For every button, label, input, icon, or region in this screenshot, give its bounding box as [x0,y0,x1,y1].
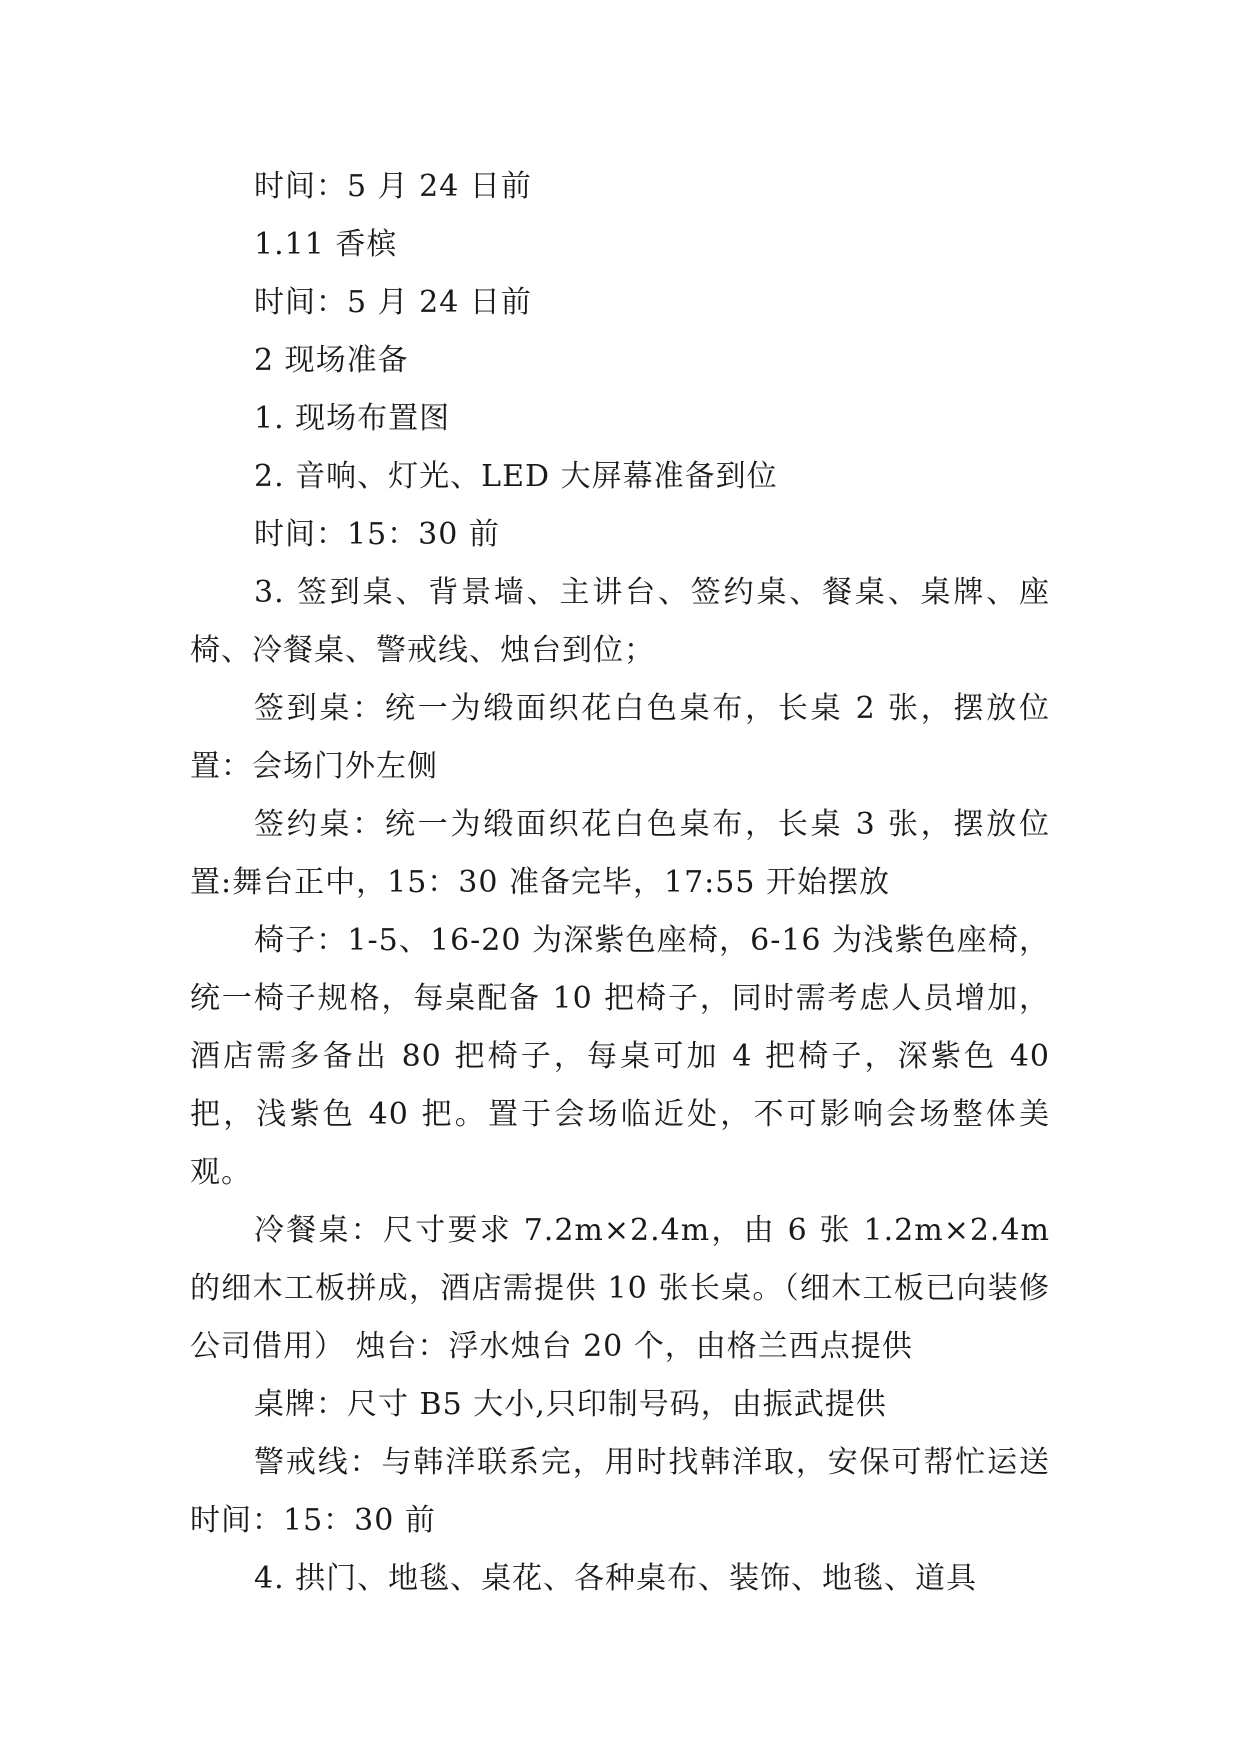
section-heading-onsite-prep: 2 现场准备 [254,343,409,378]
paragraph-champagne: 1.11 香槟 [254,227,398,262]
paragraph-table-cards: 桌牌：尺寸 B5 大小,只印制号码，由振武提供 [254,1387,887,1422]
list-item-decorations: 4. 拱门、地毯、桌花、各种桌布、装饰、地毯、道具 [254,1561,978,1596]
list-item-furniture: 3. 签到桌、背景墙、主讲台、签约桌、餐桌、桌牌、座椅、冷餐桌、警戒线、烛台到位； [190,575,1050,668]
paragraph-signin-table: 签到桌：统一为缎面织花白色桌布，长桌 2 张，摆放位置：会场门外左侧 [190,691,1050,784]
paragraph-time-2: 时间：5 月 24 日前 [254,285,532,320]
list-item-layout-plan: 1. 现场布置图 [254,401,451,436]
document-body [190,158,1050,1608]
list-item-av-equipment: 2. 音响、灯光、LED 大屏幕准备到位 [254,459,778,494]
paragraph-buffet-table: 冷餐桌：尺寸要求 7.2m×2.4m，由 6 张 1.2m×2.4m 的细木工板拼成，酒店需提供 10 张长桌。（细木工板已向装修公司借用） 烛台：浮水烛台 20 个，由格兰西点提供 [190,1213,1050,1364]
paragraph-time-1: 时间：5 月 24 日前 [254,169,532,204]
paragraph-time-3: 时间：15：30 前 [254,517,500,552]
paragraph-cordon: 警戒线：与韩洋联系完，用时找韩洋取，安保可帮忙运送 时间：15：30 前 [190,1445,1050,1538]
paragraph-signing-table: 签约桌：统一为缎面织花白色桌布，长桌 3 张，摆放位置:舞台正中，15：30 准备完毕，17:55 开始摆放 [190,807,1050,900]
paragraph-chairs: 椅子：1-5、16-20 为深紫色座椅，6-16 为浅紫色座椅，统一椅子规格，每桌配备 10 把椅子，同时需考虑人员增加，酒店需多备出 80 把椅子，每桌可加 4 把椅子，深紫色 40 把，浅紫色 40 把。置于会场临近处，不可影响会场整体美观。 [190,923,1050,1190]
